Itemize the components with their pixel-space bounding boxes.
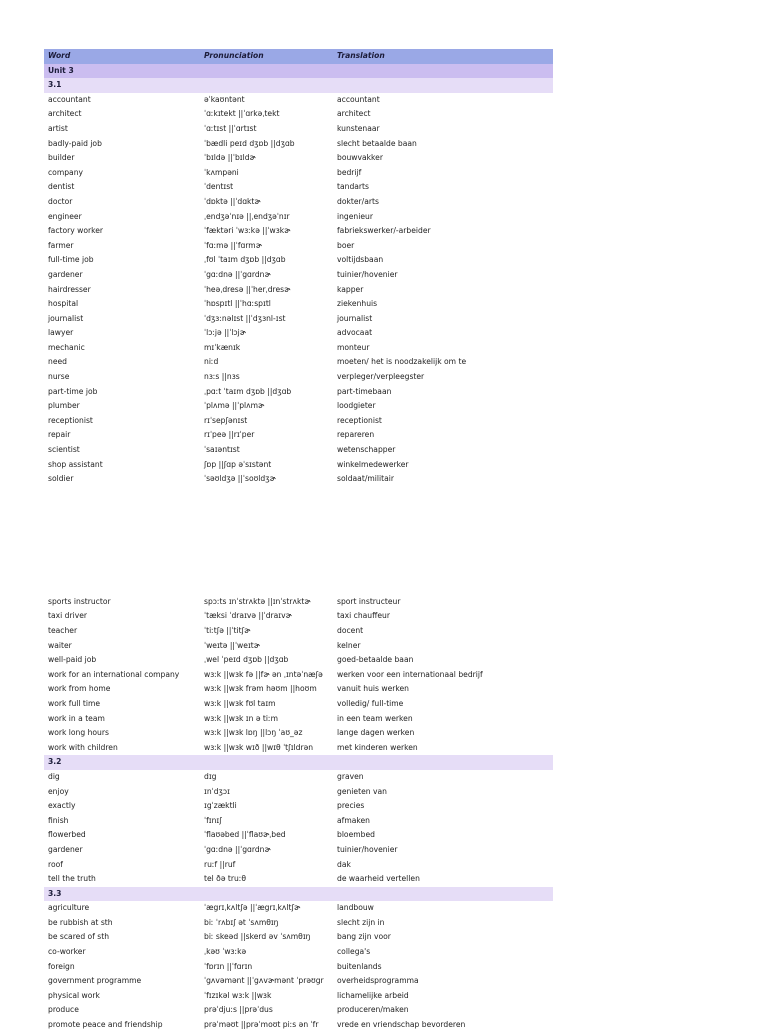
table-row <box>44 930 553 945</box>
word-cell: be scared of sth <box>48 932 110 942</box>
table-row <box>44 443 553 458</box>
pronunciation-cell: mɪˈkænɪk <box>204 342 241 352</box>
word-cell: well-paid job <box>48 655 97 665</box>
pronunciation-cell: wɜːk ||wɜk fʊl taɪm <box>204 698 276 708</box>
word-cell: dentist <box>48 182 75 192</box>
table-row <box>44 107 553 122</box>
table-row <box>44 989 553 1004</box>
pronunciation-cell: ˈfɑːmə ||ˈfɑrmɚ <box>204 240 262 250</box>
section-row-3-2 <box>44 755 553 770</box>
translation-cell: bloembed <box>337 830 375 840</box>
table-row <box>44 712 553 727</box>
word-cell: shop assistant <box>48 459 103 469</box>
table-row <box>44 595 553 610</box>
table-row <box>44 355 553 370</box>
table-row <box>44 639 553 654</box>
table-row <box>44 682 553 697</box>
table-row <box>44 414 553 429</box>
translation-cell: advocaat <box>337 328 373 338</box>
table-row <box>44 974 553 989</box>
translation-cell: slecht zijn in <box>337 917 385 927</box>
pronunciation-cell: prəˈməʊt ||prəˈmoʊt piːs ən ˈfr <box>204 1020 319 1030</box>
translation-cell: slecht betaalde baan <box>337 138 417 148</box>
word-cell: artist <box>48 123 68 133</box>
pronunciation-cell: ˌkəʊ ˈwɜːkə <box>204 947 247 957</box>
word-cell: sports instructor <box>48 596 111 606</box>
table-row <box>44 785 553 800</box>
section-row-3-3 <box>44 887 553 902</box>
word-cell: architect <box>48 109 82 119</box>
table-row <box>44 901 553 916</box>
table-row <box>44 858 553 873</box>
word-cell: lawyer <box>48 328 74 338</box>
word-cell: be rubbish at sth <box>48 917 113 927</box>
word-cell: work for an international company <box>48 669 180 679</box>
word-cell: gardener <box>48 269 83 279</box>
section-title: 3.1 <box>48 80 62 90</box>
translation-cell: landbouw <box>337 903 374 913</box>
word-cell: promote peace and friendship <box>48 1020 163 1030</box>
word-cell: tell the truth <box>48 874 96 884</box>
translation-cell: met kinderen werken <box>337 742 418 752</box>
pronunciation-cell: wɜːk ||wɜk lɒŋ ||lɔŋ ˈaʊ_əz <box>204 728 303 738</box>
translation-cell: architect <box>337 109 371 119</box>
translation-cell: dokter/arts <box>337 196 379 206</box>
translation-cell: overheidsprogramma <box>337 976 419 986</box>
word-cell: need <box>48 357 67 367</box>
pronunciation-cell: ˈsəʊldʒə ||ˈsoʊldʒɚ <box>204 474 276 484</box>
table-row <box>44 770 553 785</box>
pronunciation-cell: ɪgˈzæktli <box>204 801 237 811</box>
translation-cell: kapper <box>337 284 364 294</box>
table-row <box>44 799 553 814</box>
pronunciation-cell: wɜːk ||wɜk wɪð ||wɪθ ˈtʃɪldrən <box>204 742 314 752</box>
word-cell: doctor <box>48 196 73 206</box>
translation-cell: soldaat/militair <box>337 474 394 484</box>
pronunciation-cell: ˈhɒspɪtl ||ˈhɑːspɪtl <box>204 299 271 309</box>
table-row <box>44 458 553 473</box>
word-cell: farmer <box>48 240 74 250</box>
table-row <box>44 253 553 268</box>
table-row <box>44 843 553 858</box>
translation-cell: fabriekswerker/-arbeider <box>337 226 431 236</box>
translation-cell: ziekenhuis <box>337 299 378 309</box>
pronunciation-cell: biː skeəd ||skerd əv ˈsʌmθɪŋ <box>204 932 311 942</box>
pronunciation-cell: ˈdentɪst <box>204 182 234 192</box>
word-cell: scientist <box>48 445 80 455</box>
table-row <box>44 166 553 181</box>
word-cell: hospital <box>48 299 79 309</box>
pronunciation-cell: əˈkaʊntənt <box>204 94 245 104</box>
translation-cell: dak <box>337 859 351 869</box>
table-row <box>44 312 553 327</box>
pronunciation-cell: ˈbædli peɪd dʒɒb ||dʒɑb <box>204 138 295 148</box>
table-row <box>44 428 553 443</box>
pronunciation-cell: ruːf ||ruf <box>204 859 236 869</box>
pronunciation-cell: ˈweɪtə ||ˈweɪtɚ <box>204 640 260 650</box>
pronunciation-cell: tel ðə truːθ <box>204 874 247 884</box>
word-cell: foreign <box>48 961 75 971</box>
word-cell: co-worker <box>48 947 86 957</box>
section-title: 3.3 <box>48 888 62 898</box>
word-cell: physical work <box>48 990 100 1000</box>
translation-cell: lange dagen werken <box>337 728 415 738</box>
translation-cell: kelner <box>337 640 361 650</box>
pronunciation-cell: ˈgɑːdnə ||ˈgɑrdnɚ <box>204 844 271 854</box>
word-cell: waiter <box>48 640 72 650</box>
word-cell: hairdresser <box>48 284 91 294</box>
pronunciation-cell: ˈdɒktə ||ˈdɑktɚ <box>204 196 261 206</box>
pronunciation-cell: rɪˈsepʃənɪst <box>204 415 248 425</box>
word-cell: factory worker <box>48 226 104 236</box>
table-row <box>44 399 553 414</box>
pronunciation-cell: wɜːk ||wɜk ɪn ə tiːm <box>204 713 278 723</box>
word-cell: flowerbed <box>48 830 86 840</box>
table-row <box>44 326 553 341</box>
pronunciation-cell: ɪnˈdʒɔɪ <box>204 786 230 796</box>
table-row <box>44 814 553 829</box>
table-row <box>44 137 553 152</box>
translation-cell: docent <box>337 626 364 635</box>
pronunciation-cell: ˈfæktəri ˈwɜːkə ||ˈwɜkɚ <box>204 226 291 236</box>
translation-cell: journalist <box>337 313 373 323</box>
word-cell: mechanic <box>48 342 85 352</box>
pronunciation-cell: biː ˈrʌbɪʃ ət ˈsʌmθɪŋ <box>204 917 279 927</box>
word-cell: receptionist <box>48 415 93 425</box>
table-row <box>44 472 553 487</box>
translation-cell: sport instructeur <box>337 596 401 606</box>
pronunciation-cell: ˈgʌvəmənt ||ˈgʌvɚmənt ˈprəʊgr <box>204 976 324 986</box>
table-row <box>44 609 553 624</box>
table-row <box>44 726 553 741</box>
word-cell: government programme <box>48 976 142 986</box>
word-cell: soldier <box>48 474 74 484</box>
pronunciation-cell: ˌfʊl ˈtaɪm dʒɒb ||dʒɑb <box>204 255 286 265</box>
translation-cell: moeten/ het is noodzakelijk om te <box>337 357 467 367</box>
table-row <box>44 341 553 356</box>
translation-cell: de waarheid vertellen <box>337 874 420 884</box>
table-row <box>44 122 553 137</box>
word-cell: work long hours <box>48 728 109 738</box>
table-row <box>44 668 553 683</box>
section-row-3-1 <box>44 78 553 93</box>
word-cell: badly-paid job <box>48 138 102 148</box>
pronunciation-cell: ˈtæksi ˈdraɪvə ||ˈdraɪvɚ <box>204 611 292 621</box>
translation-cell: boer <box>337 240 355 250</box>
translation-cell: tuinier/hovenier <box>337 844 398 854</box>
translation-cell: voltijdsbaan <box>337 255 384 265</box>
translation-cell: bang zijn voor <box>337 932 391 942</box>
section-title: 3.2 <box>48 757 62 767</box>
pronunciation-cell: nɜːs ||nɜs <box>204 372 240 382</box>
pronunciation-cell: ˈfɪzɪkəl wɜːk ||wɜk <box>204 990 272 1000</box>
table-row <box>44 1018 553 1033</box>
translation-cell: wetenschapper <box>337 445 396 455</box>
rows-3-1-a <box>44 93 553 487</box>
word-cell: plumber <box>48 401 80 411</box>
translation-cell: graven <box>337 771 364 781</box>
translation-cell: volledig/ full-time <box>337 698 404 708</box>
blank-gap <box>44 487 553 595</box>
word-cell: part-time job <box>48 386 98 396</box>
translation-cell: buitenlands <box>337 961 382 971</box>
word-cell: gardener <box>48 844 83 854</box>
word-cell: accountant <box>48 94 91 104</box>
translation-cell: collega's <box>337 947 371 957</box>
translation-cell: monteur <box>337 342 370 352</box>
word-cell: taxi driver <box>48 611 87 621</box>
table-row <box>44 872 553 887</box>
translation-cell: precies <box>337 801 365 811</box>
pronunciation-cell: ˈplʌmə ||ˈplʌmɚ <box>204 401 265 411</box>
table-row <box>44 283 553 298</box>
word-cell: agriculture <box>48 903 90 913</box>
table-row <box>44 916 553 931</box>
pronunciation-cell: prəˈdjuːs ||prəˈdus <box>204 1005 273 1015</box>
word-cell: produce <box>48 1005 79 1015</box>
pronunciation-cell: ˈɑːtɪst ||ˈɑrtɪst <box>204 123 257 133</box>
pronunciation-cell: ˈbɪldə ||ˈbɪldɚ <box>204 153 256 163</box>
word-cell: full-time job <box>48 255 94 265</box>
header-word: Word <box>48 51 71 60</box>
pronunciation-cell: ˈtiːtʃə ||ˈtitʃɚ <box>204 626 251 635</box>
pronunciation-cell: ˈfɪnɪʃ <box>204 815 222 825</box>
rows-3-2 <box>44 770 553 887</box>
word-cell: nurse <box>48 372 70 382</box>
translation-cell: goed-betaalde baan <box>337 655 414 665</box>
translation-cell: bedrijf <box>337 167 362 177</box>
word-cell: builder <box>48 153 75 163</box>
translation-cell: bouwvakker <box>337 153 383 163</box>
translation-cell: genieten van <box>337 786 387 796</box>
unit-title: Unit 3 <box>48 65 74 75</box>
word-cell: finish <box>48 815 69 825</box>
pronunciation-cell: niːd <box>204 357 219 367</box>
pronunciation-cell: ˈægrɪˌkʌltʃə ||ˈægrɪˌkʌltʃɚ <box>204 903 301 913</box>
translation-cell: produceren/maken <box>337 1005 409 1015</box>
translation-cell: vrede en vriendschap bevorderen <box>337 1020 466 1030</box>
translation-cell: verpleger/verpleegster <box>337 372 425 382</box>
word-cell: engineer <box>48 211 82 221</box>
table-row <box>44 697 553 712</box>
translation-cell: kunstenaar <box>337 123 380 133</box>
word-cell: work from home <box>48 684 111 694</box>
word-cell: enjoy <box>48 786 69 796</box>
word-cell: teacher <box>48 626 78 635</box>
translation-cell: accountant <box>337 94 380 104</box>
table-row <box>44 945 553 960</box>
pronunciation-cell: ˈheəˌdresə ||ˈherˌdresɚ <box>204 284 291 294</box>
pronunciation-cell: ˈsaɪəntɪst <box>204 445 240 455</box>
table-row <box>44 195 553 210</box>
pronunciation-cell: ˈɑːkɪtekt ||ˈɑrkəˌtekt <box>204 109 280 119</box>
table-row <box>44 741 553 756</box>
table-row <box>44 960 553 975</box>
pronunciation-cell: wɜːk ||wɜk frəm həʊm ||hoʊm <box>204 684 317 694</box>
pronunciation-cell: ˌendʒəˈnɪə ||ˌendʒəˈnɪr <box>204 211 290 221</box>
table-row <box>44 297 553 312</box>
pronunciation-cell: spɔːts ɪnˈstrʌktə ||ɪnˈstrʌktɚ <box>204 596 311 606</box>
translation-cell: winkelmedewerker <box>337 459 409 469</box>
rows-3-1-b <box>44 595 553 756</box>
pronunciation-cell: ˌpɑːt ˈtaɪm dʒɒb ||dʒɑb <box>204 386 292 396</box>
table-row <box>44 624 553 639</box>
translation-cell: loodgieter <box>337 401 376 411</box>
table-row <box>44 1003 553 1018</box>
table-row <box>44 653 553 668</box>
word-cell: repair <box>48 430 71 440</box>
table-row <box>44 385 553 400</box>
word-cell: dig <box>48 771 60 781</box>
table-row <box>44 93 553 108</box>
translation-cell: lichamelijke arbeid <box>337 990 409 1000</box>
pronunciation-cell: ˈkʌmpəni <box>204 167 239 177</box>
table-row <box>44 268 553 283</box>
table-row <box>44 370 553 385</box>
translation-cell: part-timebaan <box>337 386 392 396</box>
pronunciation-cell: rɪˈpeə ||rɪˈper <box>204 430 255 440</box>
unit-row <box>44 64 553 79</box>
word-cell: company <box>48 167 83 177</box>
header-pronunciation: Pronunciation <box>204 51 264 60</box>
translation-cell: vanuit huis werken <box>337 684 409 694</box>
translation-cell: in een team werken <box>337 713 413 723</box>
pronunciation-cell: ˌwel ˈpeɪd dʒɒb ||dʒɑb <box>204 655 289 665</box>
table-row <box>44 180 553 195</box>
pronunciation-cell: ˈflaʊəbed ||ˈflaʊɚˌbed <box>204 830 286 840</box>
pronunciation-cell: ˈfɒrɪn ||ˈfɑrɪn <box>204 961 253 971</box>
header-translation: Translation <box>337 51 385 60</box>
word-cell: exactly <box>48 801 76 811</box>
table-row <box>44 210 553 225</box>
vocabulary-sheet <box>44 49 553 1033</box>
translation-cell: tuinier/hovenier <box>337 269 398 279</box>
word-cell: work full time <box>48 698 101 708</box>
translation-cell: repareren <box>337 430 375 440</box>
pronunciation-cell: wɜːk ||wɜk fə ||fɚ ən ˌɪntəˈnæʃə <box>204 669 323 679</box>
pronunciation-cell: ˈdʒɜːnəlɪst ||ˈdʒɜnl-ɪst <box>204 313 286 323</box>
word-cell: work with children <box>48 742 118 752</box>
table-row <box>44 828 553 843</box>
translation-cell: tandarts <box>337 182 369 192</box>
word-cell: roof <box>48 859 63 869</box>
word-cell: journalist <box>48 313 84 323</box>
translation-cell: afmaken <box>337 815 370 825</box>
pronunciation-cell: dɪg <box>204 771 217 781</box>
translation-cell: taxi chauffeur <box>337 611 390 621</box>
header-row <box>44 49 553 64</box>
pronunciation-cell: ˈlɔːjə ||ˈlɔjɚ <box>204 328 246 338</box>
table-row <box>44 239 553 254</box>
rows-3-3 <box>44 901 553 1032</box>
pronunciation-cell: ʃɒp ||ʃɑp əˈsɪstənt <box>204 459 272 469</box>
translation-cell: receptionist <box>337 415 382 425</box>
translation-cell: werken voor een internationaal bedrijf <box>337 669 483 679</box>
pronunciation-cell: ˈgɑːdnə ||ˈgɑrdnɚ <box>204 269 271 279</box>
table-row <box>44 151 553 166</box>
table-row <box>44 224 553 239</box>
translation-cell: ingenieur <box>337 211 373 221</box>
word-cell: work in a team <box>48 713 105 723</box>
